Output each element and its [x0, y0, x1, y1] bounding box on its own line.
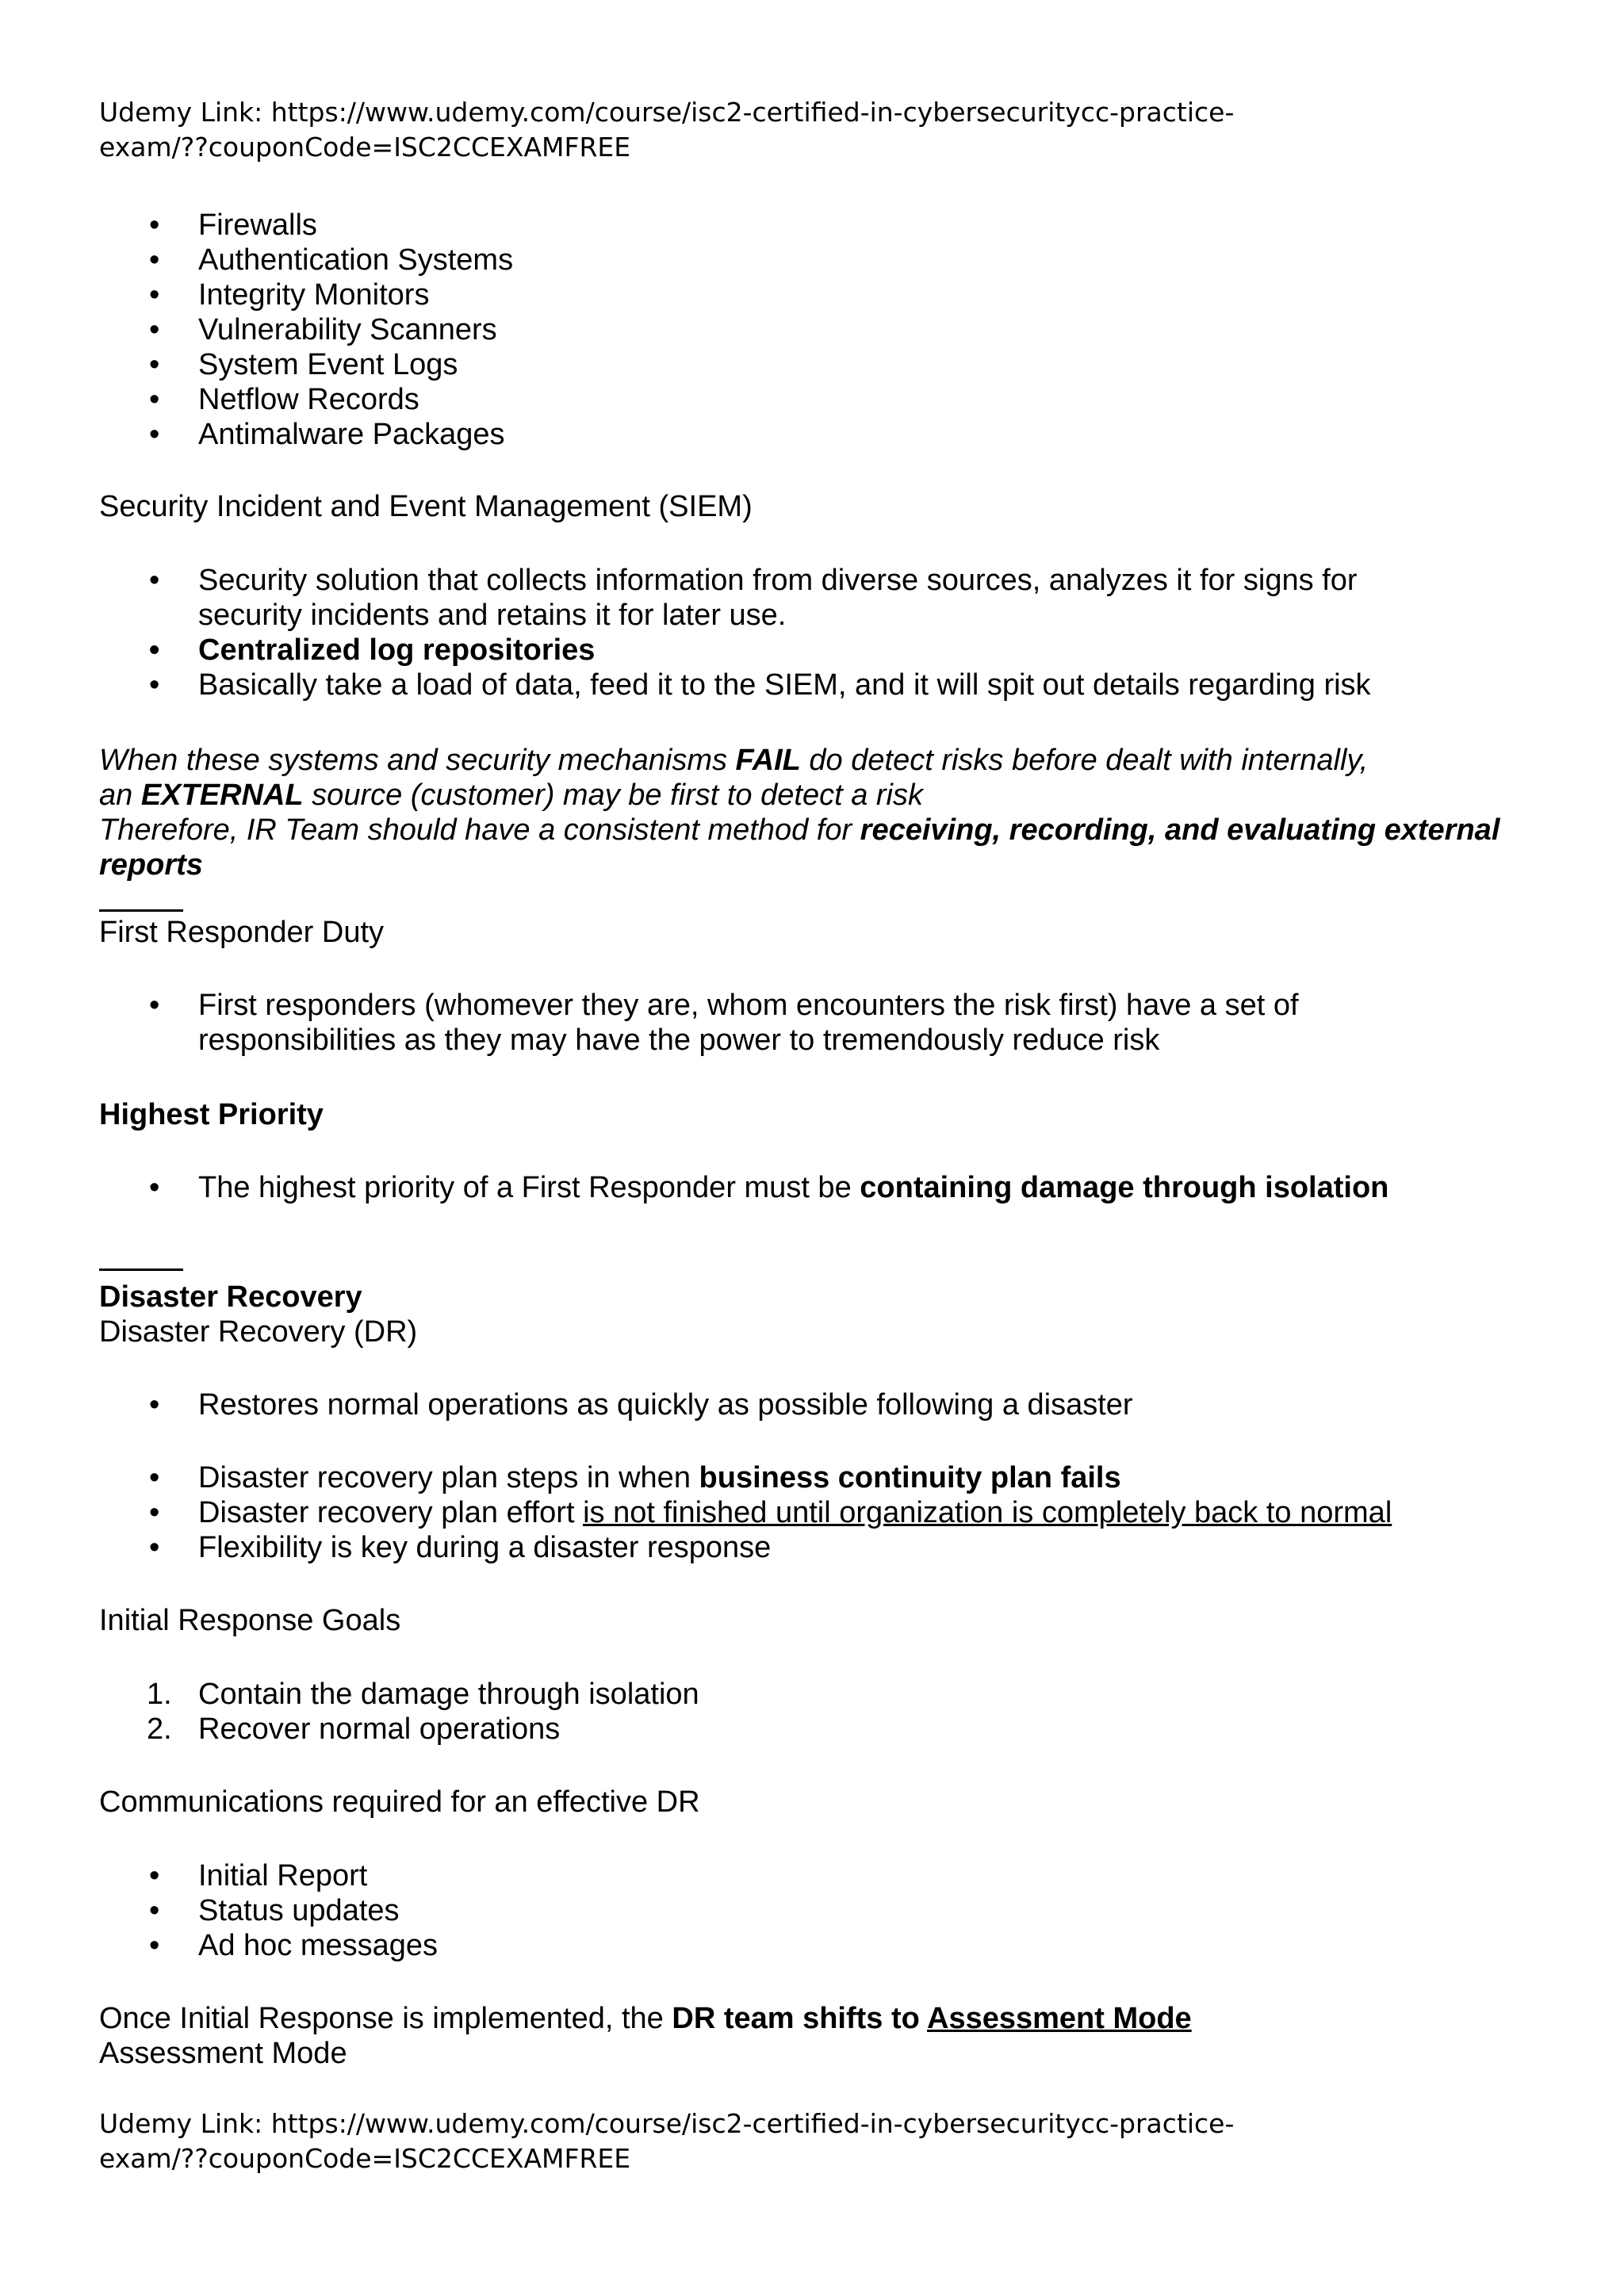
footer-link-line-2: exam/??couponCode=ISC2CCEXAMFREE: [99, 2143, 631, 2174]
text: Disaster recovery plan steps in when: [198, 1461, 699, 1494]
text: do detect risks before dealt with internally,: [800, 744, 1369, 777]
text-bold: reports: [99, 848, 203, 882]
text-bold: DR team shifts to: [672, 2002, 928, 2035]
comms-list: [0, 1858, 1467, 1963]
priority-heading: Highest Priority: [99, 1098, 324, 1131]
siem-list: [0, 563, 1467, 702]
priority-section: [99, 1097, 1566, 1132]
text: Contain the damage through isolation: [198, 1678, 699, 1711]
list-item: [0, 1495, 1467, 1530]
text: The highest priority of a First Responder must be: [198, 1171, 860, 1204]
siem-section: [99, 489, 1566, 524]
list-item: • System Event Logs: [0, 347, 1467, 382]
text: source (customer) may be first to detect a risk: [303, 779, 923, 812]
text: Recover normal operations: [198, 1712, 561, 1746]
comms-section: [99, 1785, 1566, 1820]
page-footer: [99, 2107, 1289, 2176]
text: Disaster recovery plan effort: [198, 1496, 584, 1529]
list-item: • Ad hoc messages: [0, 1928, 1467, 1963]
dr-list: [0, 1387, 1467, 1422]
list-item: • Flexibility is key during a disaster response: [0, 1530, 1467, 1565]
text-bold: containing damage through isolation: [860, 1171, 1389, 1204]
paragraph-line: [99, 848, 1566, 882]
section-divider: [99, 1269, 183, 1271]
priority-list: [0, 1170, 1467, 1205]
list-item: • Basically take a load of data, feed it to the SIEM, and it will spit out details regarding risk: [0, 668, 1467, 702]
external-report-paragraph: [99, 743, 1566, 882]
list-item: • Firewalls: [0, 208, 1467, 243]
comms-heading: Communications required for an effective DR: [99, 1785, 700, 1819]
header-link-line-1: Udemy Link: https://www.udemy.com/course/isc2-certified-in-cybersecuritycc-practice-: [99, 97, 1235, 128]
list-item: • Netflow Records: [0, 382, 1467, 417]
assessment-heading: Assessment Mode: [99, 2037, 347, 2070]
list-item: • Antimalware Packages: [0, 417, 1467, 452]
text: When these systems and security mechanisms: [99, 744, 736, 777]
paragraph-line: [99, 813, 1566, 848]
assessment-section: [99, 2001, 1566, 2071]
dr-list: [0, 1460, 1467, 1565]
text-underlined: is not finished until organization is completely back to normal: [583, 1496, 1392, 1529]
paragraph-line: [99, 743, 1566, 778]
sources-list: [0, 208, 1467, 452]
header-link-line-2: exam/??couponCode=ISC2CCEXAMFREE: [99, 132, 631, 163]
list-item: [0, 988, 1467, 1058]
section-divider: [99, 909, 183, 912]
list-item: [0, 1170, 1467, 1205]
dr-heading: Disaster Recovery (DR): [99, 1315, 418, 1349]
text: Therefore, IR Team should have a consistent method for: [99, 813, 860, 847]
siem-item-1-line-1: Security solution that collects information from diverse sources, analyzes it for signs for: [198, 564, 1358, 597]
footer-link-line-1: Udemy Link: https://www.udemy.com/course/isc2-certified-in-cybersecuritycc-practice-: [99, 2108, 1235, 2139]
first-responder-heading: First Responder Duty: [99, 916, 385, 949]
goals-heading: Initial Response Goals: [99, 1604, 401, 1637]
list-item: • Integrity Monitors: [0, 277, 1467, 312]
first-responder-list: [0, 988, 1467, 1058]
list-item: • Restores normal operations as quickly as possible following a disaster: [0, 1387, 1467, 1422]
disaster-recovery-section: [99, 1280, 1566, 1349]
goals-section: [99, 1603, 1566, 1638]
dr-heading-bold: Disaster Recovery: [99, 1280, 362, 1314]
list-item: [0, 1712, 1467, 1747]
paragraph-line: [99, 2001, 1566, 2036]
text-bold-underlined: Assessment Mode: [927, 2002, 1192, 2035]
list-item: • Status updates: [0, 1893, 1467, 1928]
list-item: • Vulnerability Scanners: [0, 312, 1467, 347]
first-responder-section: [99, 915, 1566, 950]
text-bold: business continuity plan fails: [699, 1461, 1121, 1494]
first-responder-item-line-1: First responders (whomever they are, whom encounters the risk first) have a set of: [198, 989, 1299, 1022]
siem-item-1-line-2: security incidents and retains it for later use.: [198, 599, 787, 632]
text: an: [99, 779, 141, 812]
text: Once Initial Response is implemented, the: [99, 2002, 672, 2035]
list-item: • Initial Report: [0, 1858, 1467, 1893]
list-item: • Authentication Systems: [0, 243, 1467, 277]
first-responder-item-line-2: responsibilities as they may have the power to tremendously reduce risk: [198, 1024, 1160, 1057]
goals-list: [0, 1677, 1467, 1747]
list-number: 2.: [147, 1712, 172, 1746]
text-bold: FAIL: [735, 744, 801, 777]
text-bold: receiving, recording, and evaluating external: [860, 813, 1500, 847]
siem-heading: Security Incident and Event Management (SIEM): [99, 490, 753, 523]
list-item: [0, 563, 1467, 633]
text-bold: EXTERNAL: [140, 779, 304, 812]
list-item: • Centralized log repositories: [0, 633, 1467, 668]
paragraph-line: [99, 778, 1566, 813]
page-header: [99, 95, 1289, 165]
list-item: [0, 1460, 1467, 1495]
list-number: 1.: [147, 1678, 172, 1711]
list-item: [0, 1677, 1467, 1712]
